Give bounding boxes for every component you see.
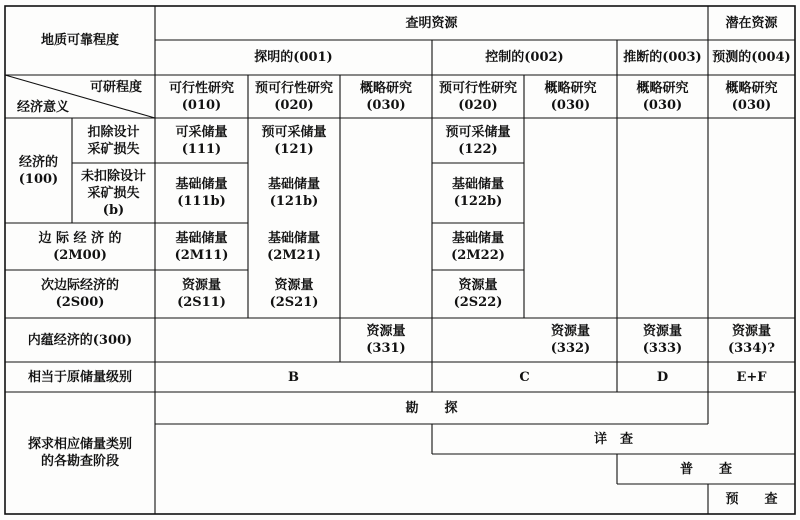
feasibility-degree-label: 可研程度 xyxy=(89,79,142,95)
study-scoping-030-controlled: 概略研究 (030) xyxy=(544,80,597,113)
cell-334: 资源量 (334)? xyxy=(727,324,776,356)
grade-d: D xyxy=(656,369,669,385)
deduct-loss-row-header: 扣除设计 采矿损失 xyxy=(87,124,140,157)
stage-detailed-survey: 详 查 xyxy=(593,431,633,447)
cell-2s11: 资源量 (2S11) xyxy=(177,278,226,310)
stage-prospecting: 预 查 xyxy=(725,491,778,507)
cell-111: 可采储量 (111) xyxy=(175,124,228,157)
cell-2s21: 资源量 (2S21) xyxy=(269,278,319,310)
equivalent-grade-row-header: 相当于原储量级别 xyxy=(27,369,132,385)
study-feasibility-010: 可行性研究 (010) xyxy=(168,80,234,113)
exploration-stage-row-header: 探求相应储量类别 的各勘查阶段 xyxy=(27,437,132,469)
cell-2s22: 资源量 (2S22) xyxy=(453,278,503,310)
submarginal-economic-row-header: 次边际经济的 (2S00) xyxy=(40,278,119,310)
economic-meaning-label: 经济意义 xyxy=(16,99,69,115)
study-scoping-030-predicted: 概略研究 (030) xyxy=(725,80,778,113)
controlled-header: 控制的(002) xyxy=(485,50,564,65)
cell-2m22: 基础储量 (2M22) xyxy=(451,230,505,263)
marginal-economic-row-header: 边 际 经 济 的 (2M00) xyxy=(38,230,122,263)
cell-122b: 基础储量 (122b) xyxy=(451,177,504,209)
cell-2m11: 基础储量 (2M11) xyxy=(174,230,229,263)
potential-resources-header: 潜在资源 xyxy=(725,15,778,31)
cell-2m21: 基础储量 (2M21) xyxy=(267,230,321,263)
geo-reliability-header: 地质可靠程度 xyxy=(40,33,119,48)
study-scoping-030-inferred: 概略研究 (030) xyxy=(636,80,689,113)
explored-header: 探明的(001) xyxy=(254,50,333,65)
not-deduct-loss-row-header: 未扣除设计 采矿损失 (b) xyxy=(80,168,146,218)
grade-c: C xyxy=(519,369,530,385)
study-scoping-030: 概略研究 (030) xyxy=(359,80,412,113)
economic-row-header: 经济的 (100) xyxy=(18,154,59,187)
cell-331: 资源量 (331) xyxy=(366,324,406,356)
grade-b: B xyxy=(288,369,299,385)
intrinsic-economic-row-header: 内蕴经济的(300) xyxy=(27,332,133,348)
identified-resources-header: 查明资源 xyxy=(405,15,458,31)
cell-122: 预可采储量 (122) xyxy=(445,124,511,157)
cell-332: 资源量 (332) xyxy=(550,324,591,356)
study-prefeasibility-020-controlled: 预可行性研究 (020) xyxy=(438,80,517,113)
cell-121b: 基础储量 (121b) xyxy=(267,177,320,209)
stage-exploration: 勘 探 xyxy=(405,400,458,416)
grade-ef: E+F xyxy=(736,369,767,385)
inferred-header: 推断的(003) xyxy=(623,50,702,65)
stage-general-survey: 普 查 xyxy=(679,461,732,477)
cell-333: 资源量 (333) xyxy=(642,324,683,356)
predicted-header: 预测的(004) xyxy=(712,50,791,65)
cell-111b: 基础储量 (111b) xyxy=(175,177,228,209)
cell-121: 预可采储量 (121) xyxy=(261,124,327,157)
study-prefeasibility-020: 预可行性研究 (020) xyxy=(254,80,333,113)
